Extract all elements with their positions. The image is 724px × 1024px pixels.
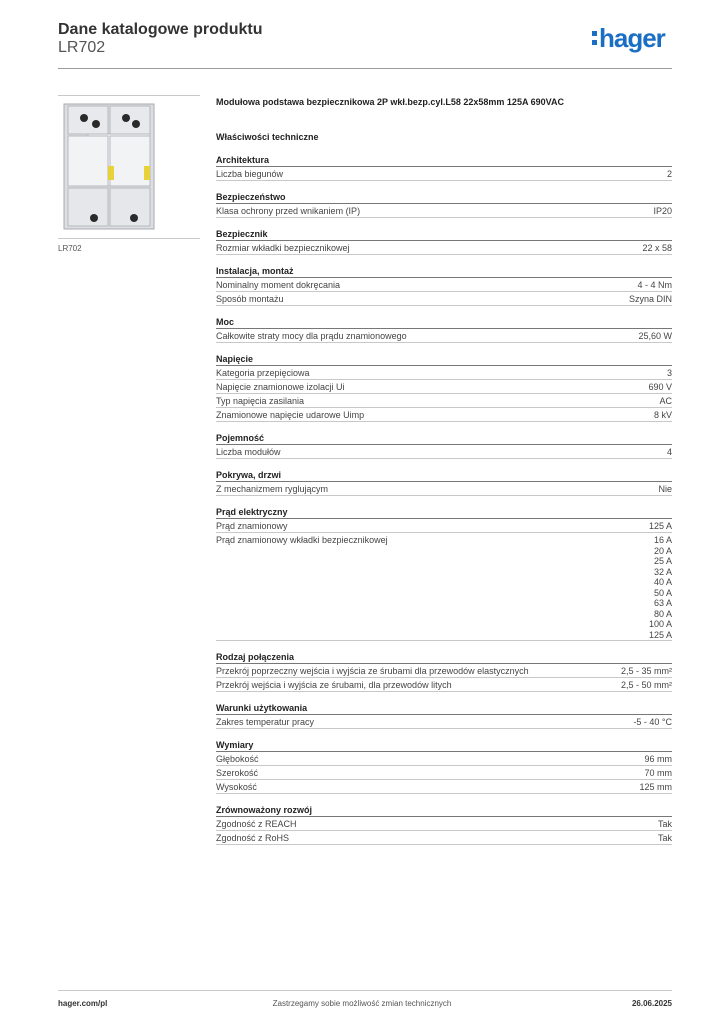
footer-date: 26.06.2025 [631,999,672,1008]
spec-row [216,292,672,306]
spec-group-title: Bezpieczeństwo [216,191,672,204]
spec-group-title: Architektura [216,154,672,167]
spec-row [216,664,672,678]
spec-group-title: Wymiary [216,739,672,752]
spec-label: Szerokość [216,768,259,778]
fuse-holder-icon [58,96,200,238]
footer-website[interactable]: hager.com/pl [58,999,108,1008]
spec-value: IP20 [653,206,672,216]
spec-group-title: Zrównoważony rozwój [216,804,672,817]
spec-label: Znamionowe napięcie udarowe Uimp [216,410,365,420]
spec-group [216,228,672,255]
spec-row [216,533,672,641]
spec-row [216,380,672,394]
spec-label: Całkowite straty mocy dla prądu znamionowego [216,331,407,341]
spec-row [216,715,672,729]
product-code: LR702 [58,39,106,56]
spec-group-title: Pojemność [216,432,672,445]
spec-row [216,366,672,380]
spec-row [216,780,672,794]
spec-group-title: Instalacja, montaż [216,265,672,278]
spec-group [216,804,672,845]
spec-group-title: Moc [216,316,672,329]
spec-row [216,752,672,766]
spec-group [216,353,672,422]
footer-notice: Zastrzegamy sobie możliwość zmian technicznych [272,999,452,1008]
spec-row [216,167,672,181]
spec-value-item: 32 A [653,566,672,577]
spec-sheet [216,95,672,845]
spec-value: Tak [657,833,672,843]
technical-properties-heading: Właściwości techniczne [216,132,319,142]
header-divider [58,68,672,69]
spec-value-item: 16 A [653,535,672,545]
spec-label: Głębokość [216,754,259,764]
spec-label: Nominalny moment dokręcania [216,280,341,290]
spec-value-item: 80 A [653,608,672,619]
image-caption: LR702 [58,244,82,253]
logo-text: hager [599,23,665,53]
spec-value: Tak [657,819,672,829]
spec-value: 22 x 58 [642,243,672,253]
spec-label: Prąd znamionowy wkładki bezpiecznikowej [216,535,388,545]
spec-value: AC [659,396,672,406]
spec-value: 2,5 - 35 mm² [620,666,672,676]
spec-group [216,506,672,641]
spec-label: Liczba biegunów [216,169,284,179]
spec-group-title: Warunki użytkowania [216,702,672,715]
spec-label: Zgodność z RoHS [216,833,290,843]
spec-value: 125 mm [639,782,672,792]
spec-row [216,482,672,496]
spec-group-title: Napięcie [216,353,672,366]
spec-group-title: Rodzaj połączenia [216,651,672,664]
spec-value-item: 100 A [648,619,672,629]
spec-value: 96 mm [644,754,672,764]
product-description: Modułowa podstawa bezpiecznikowa 2P wkł.bezp.cyl.L58 22x58mm 125A 690VAC [216,97,564,107]
spec-row [216,678,672,692]
spec-group-title: Bezpiecznik [216,228,672,241]
spec-label: Przekrój wejścia i wyjścia ze śrubami, dla przewodów litych [216,680,452,690]
spec-value: 3 [666,368,672,378]
spec-group [216,265,672,306]
spec-group [216,739,672,794]
spec-label: Zgodność z REACH [216,819,297,829]
spec-row [216,519,672,533]
spec-value: 4 - 4 Nm [637,280,672,290]
product-image [58,95,200,239]
spec-row [216,831,672,845]
spec-row [216,766,672,780]
spec-value [649,535,672,640]
spec-row [216,817,672,831]
spec-value-item: 20 A [653,545,672,556]
spec-value: 25,60 W [638,331,672,341]
spec-value: 8 kV [653,410,672,420]
spec-label: Sposób montażu [216,294,284,304]
spec-groups [216,154,672,845]
spec-value: -5 - 40 °C [633,717,672,727]
spec-row [216,278,672,292]
spec-value: Nie [658,484,672,494]
spec-row [216,394,672,408]
spec-value-item: 125 A [648,629,672,640]
spec-label: Przekrój poprzeczny wejścia i wyjścia ze śrubami dla przewodów elastycznych [216,666,529,676]
spec-group [216,702,672,729]
spec-label: Kategoria przepięciowa [216,368,310,378]
spec-label: Klasa ochrony przed wnikaniem (IP) [216,206,361,216]
spec-value: Szyna DIN [628,294,672,304]
spec-value: 125 A [648,521,672,531]
spec-row [216,329,672,343]
hager-logo [592,25,665,51]
spec-label: Liczba modułów [216,447,281,457]
spec-label: Typ napięcia zasilania [216,396,305,406]
spec-value: 70 mm [644,768,672,778]
spec-row [216,241,672,255]
spec-label: Z mechanizmem ryglującym [216,484,329,494]
spec-label: Napięcie znamionowe izolacji Ui [216,382,345,392]
spec-group-title: Pokrywa, drzwi [216,469,672,482]
footer-divider [58,990,672,991]
spec-group [216,316,672,343]
spec-value-item: 63 A [653,598,672,608]
spec-group-title: Prąd elektryczny [216,506,672,519]
spec-group [216,651,672,692]
spec-label: Prąd znamionowy [216,521,288,531]
spec-value-item: 40 A [653,577,672,587]
spec-label: Rozmiar wkładki bezpiecznikowej [216,243,350,253]
spec-value: 4 [666,447,672,457]
spec-row [216,445,672,459]
spec-value: 690 V [648,382,672,392]
spec-value-item: 50 A [653,587,672,598]
spec-value-item: 25 A [653,556,672,566]
spec-value: 2,5 - 50 mm² [620,680,672,690]
spec-label: Wysokość [216,782,257,792]
page-title: Dane katalogowe produktu [58,21,263,38]
spec-group [216,154,672,181]
spec-row [216,204,672,218]
spec-label: Zakres temperatur pracy [216,717,315,727]
spec-group [216,191,672,218]
spec-value: 2 [666,169,672,179]
spec-group [216,469,672,496]
spec-group [216,432,672,459]
spec-row [216,408,672,422]
logo-dots-icon [592,31,597,45]
